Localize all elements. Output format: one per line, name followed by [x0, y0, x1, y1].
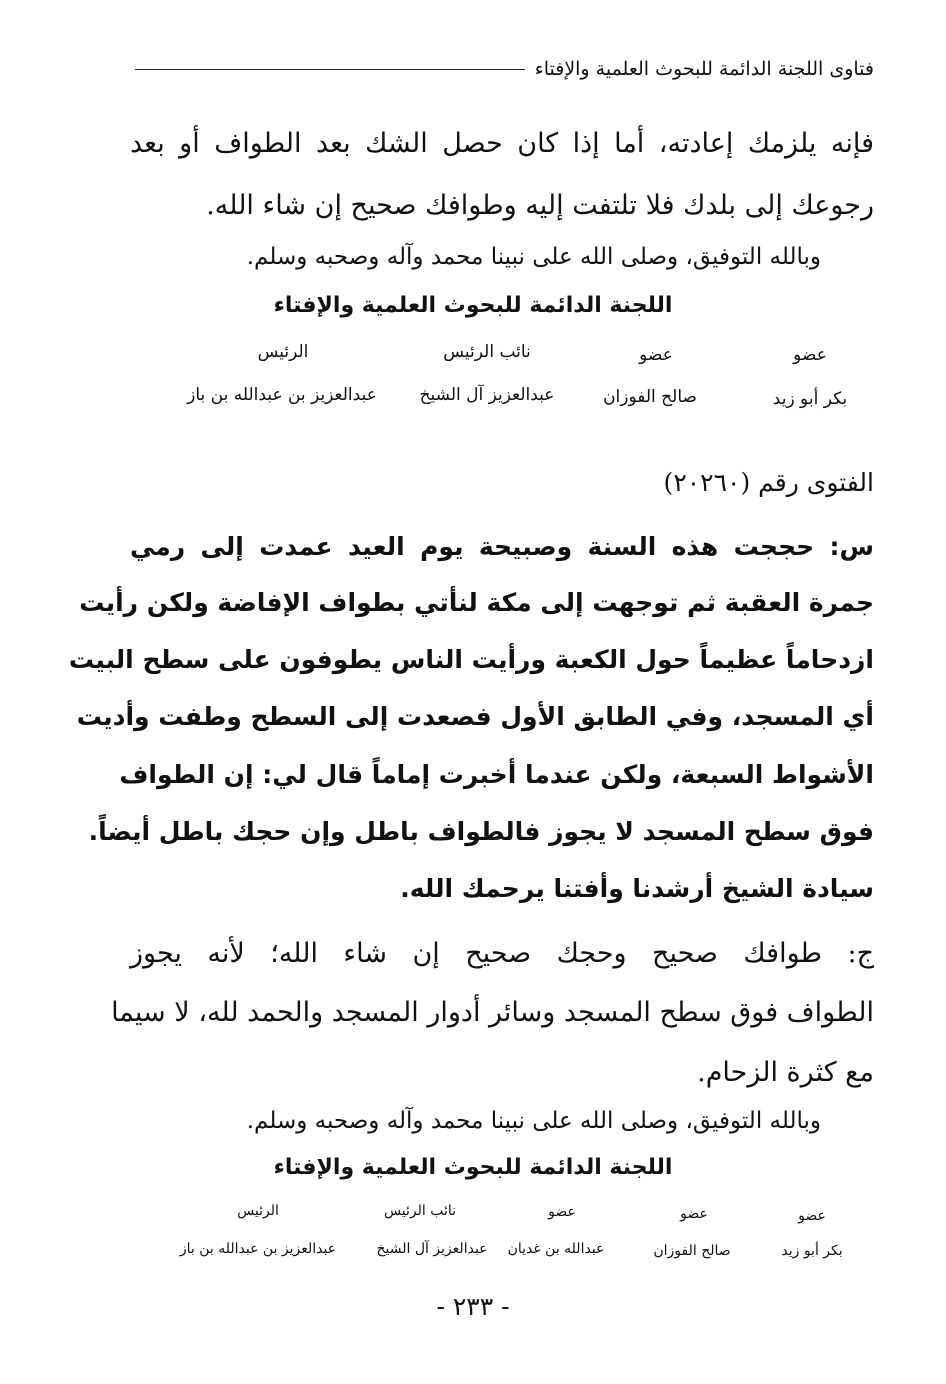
question-line: س: حججت هذه السنة وصبيحة يوم العيد عمدت إلى رمي [130, 532, 874, 561]
fatwa-number: الفتوى رقم (٢٠٢٦٠) [663, 468, 874, 497]
signatory-role: عضو [548, 1204, 576, 1220]
signatory-role: عضو [793, 345, 827, 365]
question-line: فوق سطح المسجد لا يجوز فالطواف باطل وإن حجك باطل أيضاً. [88, 817, 874, 846]
signatory-name: صالح الفوزان [603, 387, 697, 407]
signatory-role: نائب الرئيس [443, 342, 531, 362]
question-line: جمرة العقبة ثم توجهت إلى مكة لنأتي بطواف الإفاضة ولكن رأيت [79, 588, 874, 617]
question-line: الأشواط السبعة، ولكن عندما أخبرت إماماً قال لي: إن الطواف [119, 760, 874, 789]
question-line: أي المسجد، وفي الطابق الأول فصعدت إلى السطح وطفت وأديت [76, 702, 874, 731]
signatory-role: عضو [680, 1206, 708, 1222]
signatory-role: عضو [798, 1208, 826, 1224]
signatory-name: عبدالعزيز بن عبدالله بن باز [179, 1241, 337, 1257]
signatory-name: عبدالعزيز آل الشيخ [419, 385, 555, 405]
answer-line: ج: طوافك صحيح وحجك صحيح إن شاء الله؛ لأنه يجوز [130, 938, 874, 969]
header-rule [135, 69, 525, 70]
signatory-name: عبدالعزيز بن عبدالله بن باز [187, 385, 377, 405]
running-header-title: فتاوى اللجنة الدائمة للبحوث العلمية والإفتاء [534, 58, 874, 80]
signatory-name: بكر أبو زيد [772, 389, 848, 409]
previous-answer-line: فإنه يلزمك إعادته، أما إذا كان حصل الشك بعد الطواف أو بعد [130, 128, 874, 159]
signatory-name: عبدالعزيز آل الشيخ [376, 1241, 488, 1257]
question-line: ازدحاماً عظيماً حول الكعبة ورأيت الناس يطوفون على سطح البيت [68, 645, 874, 674]
running-header [135, 58, 874, 80]
signatory-name: بكر أبو زيد [781, 1243, 843, 1259]
previous-answer-line: رجوعك إلى بلدك فلا تلتفت إليه وطوافك صحيح إن شاء الله. [206, 190, 874, 221]
committee-name: اللجنة الدائمة للبحوث العلمية والإفتاء [273, 1155, 673, 1180]
signatory-role: عضو [639, 345, 673, 365]
closing-formula: وبالله التوفيق، وصلى الله على نبينا محمد وآله وصحبه وسلم. [246, 244, 821, 270]
signatory-name: عبدالله بن غديان [507, 1241, 605, 1257]
signatory-role: الرئيس [257, 342, 309, 362]
answer-line: مع كثرة الزحام. [697, 1057, 874, 1088]
answer-line: الطواف فوق سطح المسجد وسائر أدوار المسجد والحمد لله، لا سيما [111, 997, 874, 1028]
signatory-role: الرئيس [237, 1203, 279, 1219]
signatory-role: نائب الرئيس [383, 1203, 457, 1219]
signatory-name: صالح الفوزان [653, 1243, 731, 1259]
page-number: - ٢٣٣ - [436, 1292, 510, 1321]
closing-formula: وبالله التوفيق، وصلى الله على نبينا محمد وآله وصحبه وسلم. [246, 1108, 821, 1134]
question-line: سيادة الشيخ أرشدنا وأفتنا يرحمك الله. [400, 874, 874, 903]
committee-name: اللجنة الدائمة للبحوث العلمية والإفتاء [273, 293, 673, 318]
